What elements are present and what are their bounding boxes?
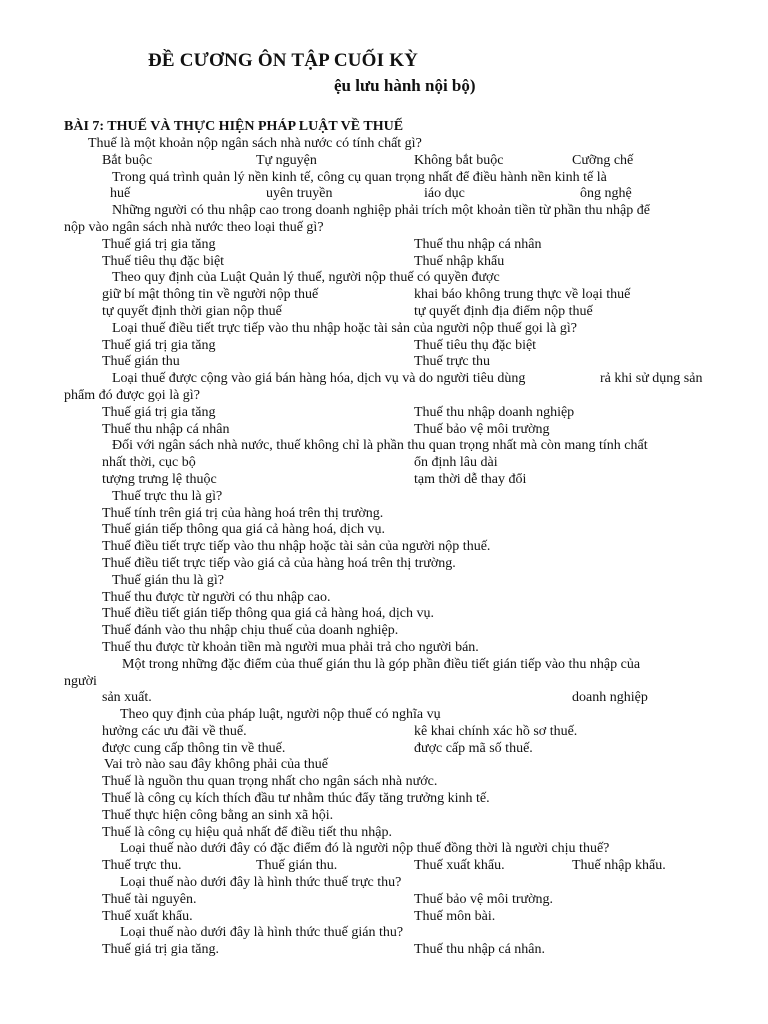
answer-option: Thuế giá trị gia tăng: [102, 236, 216, 252]
question-text-tail: rả khi sử dụng sản: [600, 371, 703, 387]
answer-option: [0, 808, 768, 825]
answer-options-row: [0, 690, 768, 707]
answer-option-text: Thuế đánh vào thu nhập chịu thuế của doanh nghiệp.: [102, 623, 399, 639]
question-text: Trong quá trình quản lý nền kinh tế, công cụ quan trọng nhất để điều hành nền kinh tế là: [112, 169, 607, 185]
page-subtitle: ệu lưu hành nội bộ): [334, 76, 476, 95]
answer-option: [0, 590, 768, 607]
answer-options-row: [0, 338, 768, 355]
question: [0, 707, 768, 724]
answer-option: Thuế gián thu.: [256, 858, 338, 874]
answer-option: [0, 539, 768, 556]
question: [0, 136, 768, 153]
question-text: Theo quy định của Luật Quản lý thuế, người nộp thuế có quyền được: [112, 270, 500, 286]
question: [0, 875, 768, 892]
answer-option: hưởng các ưu đãi về thuế.: [102, 723, 247, 739]
question-text: nộp vào ngân sách nhà nước theo loại thuế gì?: [64, 219, 324, 235]
answer-option: Thuế thu nhập cá nhân: [102, 421, 230, 437]
question: [0, 371, 768, 388]
answer-options-row: [0, 909, 768, 926]
answer-option: Thuế xuất khẩu.: [102, 908, 193, 924]
answer-option: giữ bí mật thông tin về người nộp thuế: [102, 287, 319, 303]
question: [0, 203, 768, 220]
answer-options-row: [0, 254, 768, 271]
question: [0, 573, 768, 590]
answer-option-text: Thuế thực hiện công bằng an sinh xã hội.: [102, 807, 334, 823]
answer-options-row: [0, 741, 768, 758]
question-text: Thuế là một khoản nộp ngân sách nhà nước có tính chất gì?: [88, 136, 422, 151]
answer-options-row: [0, 186, 768, 203]
answer-options-row: [0, 354, 768, 371]
answer-option: khai báo không trung thực về loại thuế: [414, 287, 631, 303]
answer-option: huế: [110, 186, 131, 202]
answer-options-row: [0, 405, 768, 422]
answer-option: tự quyết định địa điểm nộp thuế: [414, 303, 593, 319]
question: [0, 925, 768, 942]
answer-option: Thuế bảo vệ môi trường.: [414, 891, 554, 907]
answer-option: Thuế nhập khẩu: [414, 253, 505, 269]
answer-option: uyên truyền: [266, 186, 333, 202]
question-text: Đối với ngân sách nhà nước, thuế không chỉ là phần thu quan trọng nhất mà còn mang tính chất: [112, 438, 648, 454]
answer-option: [0, 623, 768, 640]
answer-option: [0, 506, 768, 523]
answer-option: Thuế tiêu thụ đặc biệt: [414, 337, 537, 353]
answer-options-row: [0, 153, 768, 170]
answer-options-row: [0, 237, 768, 254]
question-text: Loại thuế điều tiết trực tiếp vào thu nhập hoặc tài sản của người nộp thuế gọi là gì?: [112, 320, 578, 336]
answer-option: Thuế trực thu: [414, 354, 491, 370]
answer-option-text: Thuế thu được từ người có thu nhập cao.: [102, 589, 331, 605]
answer-option-text: Thuế tính trên giá trị của hàng hoá trên thị trường.: [102, 505, 384, 521]
answer-option-text: Thuế là nguồn thu quan trọng nhất cho ngân sách nhà nước.: [102, 774, 438, 790]
answer-option: Thuế thu nhập cá nhân: [414, 236, 542, 252]
answer-option-text: Thuế điều tiết gián tiếp thông qua giá cả hàng hoá, dịch vụ.: [102, 606, 435, 622]
answer-option: kê khai chính xác hồ sơ thuế.: [414, 723, 578, 739]
answer-option: Tự nguyện: [256, 152, 317, 168]
answer-options-row: [0, 304, 768, 321]
answer-option: được cung cấp thông tin về thuế.: [102, 740, 286, 756]
answer-option: tự quyết định thời gian nộp thuế: [102, 303, 282, 319]
answer-option: Bắt buộc: [102, 152, 153, 168]
question: [0, 321, 768, 338]
answer-options-row: [0, 892, 768, 909]
question-text: phẩm đó được gọi là gì?: [64, 387, 200, 403]
answer-option: Thuế giá trị gia tăng: [102, 337, 216, 353]
question-text: Thuế trực thu là gì?: [112, 488, 223, 504]
question-text: Vai trò nào sau đây không phải của thuế: [104, 757, 328, 773]
answer-option: Thuế trực thu.: [102, 858, 182, 874]
answer-options-row: [0, 472, 768, 489]
answer-option: tượng trưng lệ thuộc: [102, 471, 217, 487]
answer-option: [0, 522, 768, 539]
answer-option: Thuế thu nhập doanh nghiệp: [414, 404, 575, 420]
answer-option: sản xuất.: [102, 690, 152, 706]
question: [0, 757, 768, 774]
answer-option: Thuế thu nhập cá nhân.: [414, 942, 546, 958]
question-text: Một trong những đặc điểm của thuế gián thu là góp phần điều tiết gián tiếp vào thu nhập của: [122, 656, 641, 672]
question-text: Thuế gián thu là gì?: [112, 572, 224, 588]
answer-option-text: Thuế gián tiếp thông qua giá cả hàng hoá, dịch vụ.: [102, 522, 386, 538]
answer-option: Thuế giá trị gia tăng.: [102, 942, 220, 958]
answer-option: Thuế giá trị gia tăng: [102, 404, 216, 420]
question: [0, 657, 768, 674]
answer-option: nhất thời, cục bộ: [102, 455, 196, 471]
answer-option: Thuế tài nguyên.: [102, 891, 197, 907]
answer-option: [0, 606, 768, 623]
answer-options-row: [0, 422, 768, 439]
question-text: Theo quy định của pháp luật, người nộp thuế có nghĩa vụ: [120, 707, 441, 723]
answer-option: ông nghệ: [580, 186, 632, 202]
answer-option: [0, 825, 768, 842]
answer-options-row: [0, 455, 768, 472]
answer-option-text: Thuế điều tiết trực tiếp vào thu nhập hoặc tài sản của người nộp thuế.: [102, 539, 491, 555]
answer-option: iáo dục: [424, 186, 465, 202]
question: [0, 170, 768, 187]
answer-option: Thuế gián thu: [102, 354, 180, 370]
question-continuation: [0, 388, 768, 405]
answer-option: ổn định lâu dài: [414, 455, 498, 471]
answer-option: [0, 791, 768, 808]
answer-option-text: Thuế là công cụ kích thích đầu tư nhằm thúc đẩy tăng trưởng kinh tế.: [102, 791, 490, 807]
section-heading: BÀI 7: THUẾ VÀ THỰC HIỆN PHÁP LUẬT VỀ THUẾ: [64, 119, 404, 134]
question-text: Loại thuế được cộng vào giá bán hàng hóa, dịch vụ và do người tiêu dùng: [112, 371, 526, 387]
answer-options-row: [0, 942, 768, 959]
question-continuation: [0, 674, 768, 691]
answer-options-row: [0, 724, 768, 741]
answer-option: Thuế nhập khẩu.: [572, 858, 666, 874]
page-title: ĐỀ CƯƠNG ÔN TẬP CUỐI KỲ: [148, 50, 419, 71]
answer-options-row: [0, 287, 768, 304]
question: [0, 270, 768, 287]
answer-options-row: [0, 858, 768, 875]
question-continuation: [0, 220, 768, 237]
question-text: Loại thuế nào dưới đây có đặc điểm đó là người nộp thuế đồng thời là người chịu thuế?: [120, 841, 610, 857]
question: [0, 489, 768, 506]
answer-option: Thuế tiêu thụ đặc biệt: [102, 253, 225, 269]
question: [0, 438, 768, 455]
answer-option: [0, 640, 768, 657]
question-text: Những người có thu nhập cao trong doanh nghiệp phải trích một khoản tiền từ phần thu nhập để: [112, 203, 650, 219]
question-text: Loại thuế nào dưới đây là hình thức thuế gián thu?: [120, 925, 404, 941]
answer-option: tạm thời dễ thay đổi: [414, 471, 527, 487]
answer-option-text: Thuế điều tiết trực tiếp vào giá cả của hàng hoá trên thị trường.: [102, 555, 456, 571]
answer-option: doanh nghiệp: [572, 690, 648, 706]
answer-option-text: Thuế thu được từ khoản tiền mà người mua phải trả cho người bán.: [102, 639, 479, 655]
question: [0, 841, 768, 858]
answer-option: Cưỡng chế: [572, 152, 634, 168]
answer-option: Thuế bảo vệ môi trường: [414, 421, 550, 437]
answer-option: Thuế môn bài.: [414, 908, 496, 924]
answer-option: được cấp mã số thuế.: [414, 740, 533, 756]
answer-option-text: Thuế là công cụ hiệu quả nhất để điều tiết thu nhập.: [102, 824, 393, 840]
answer-option: [0, 774, 768, 791]
answer-option: Thuế xuất khẩu.: [414, 858, 505, 874]
question-text: người: [64, 673, 97, 689]
question-text: Loại thuế nào dưới đây là hình thức thuế trực thu?: [120, 875, 402, 891]
answer-option: [0, 556, 768, 573]
answer-option: Không bắt buộc: [414, 152, 504, 168]
question-list: [0, 136, 768, 959]
